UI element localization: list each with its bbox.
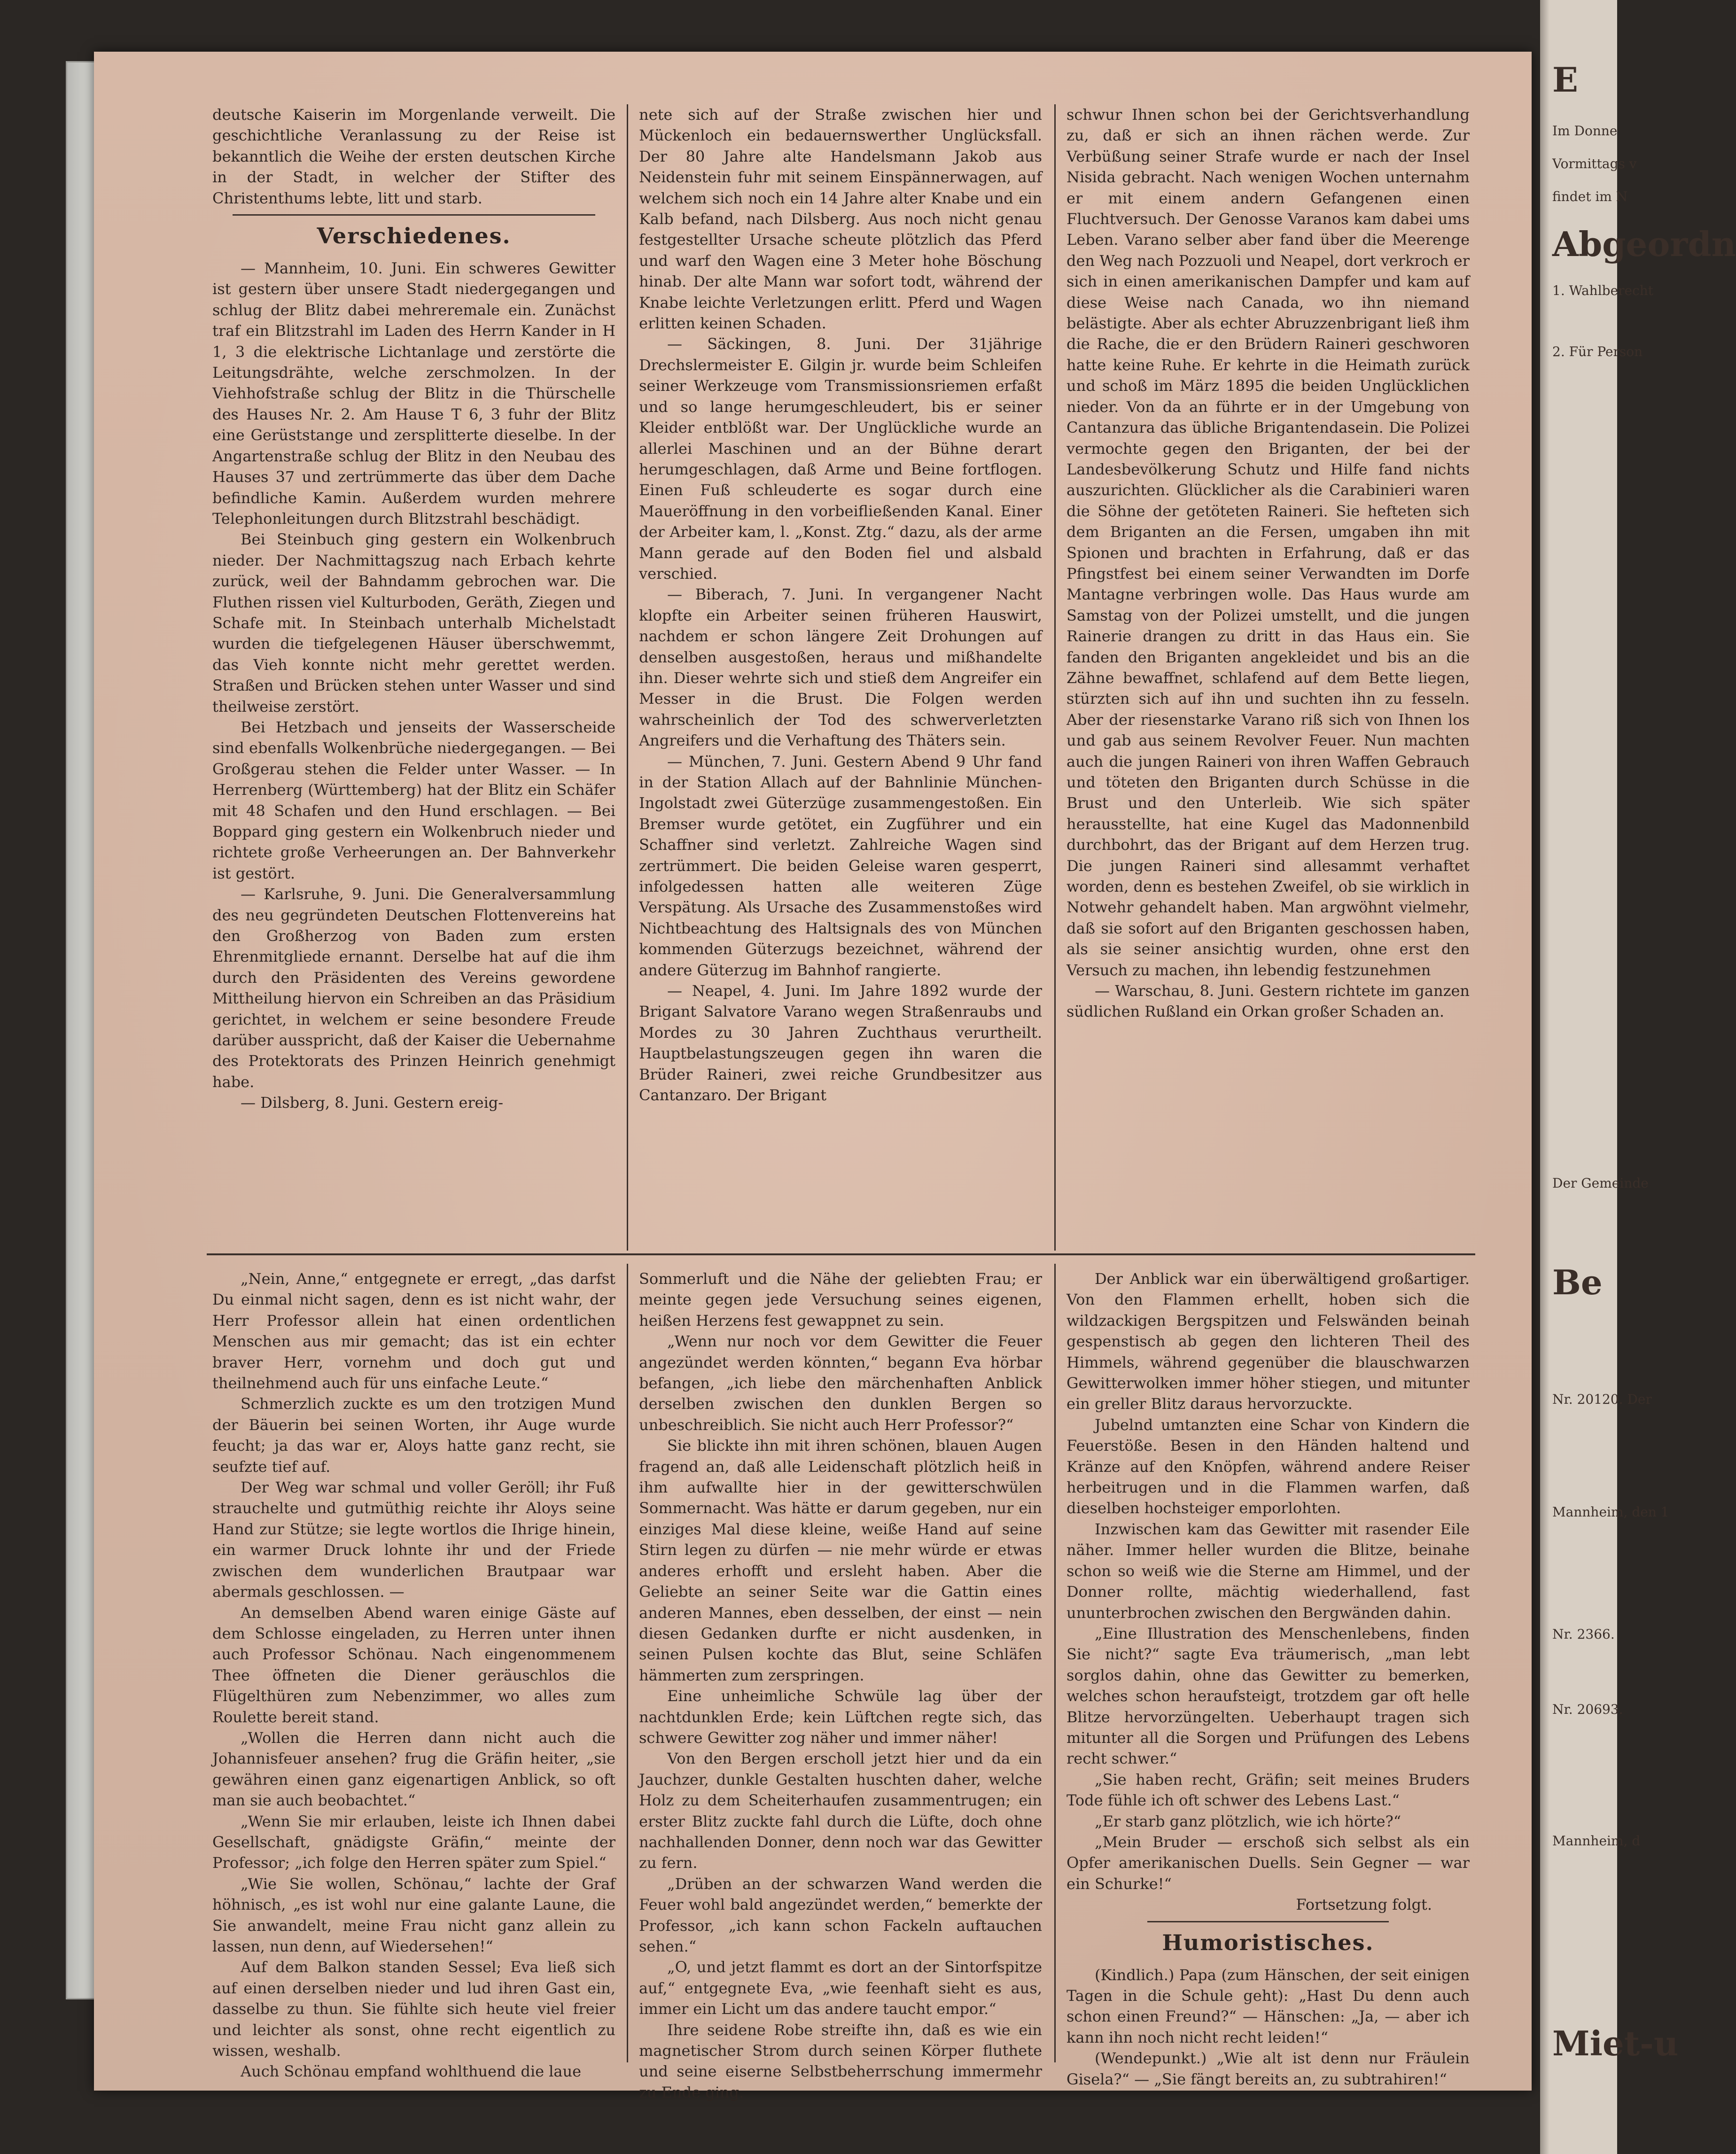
top-column-1	[212, 104, 615, 1113]
text-paragraph: „Eine Illustration des Menschenlebens, finden Sie nicht?“ sagte Eva träumerisch, „man lebt sorglos dahin, ohne das Gewitter zu bemerken, welches schon heraufsteigt, trotzdem gar oft helle Blitze hervorzüngelten. Ueberhaupt tragen sich mitunter all die Sorgen und Prüfungen des Lebens recht schwer.“	[1067, 1624, 1470, 1768]
text-paragraph: — Dilsberg, 8. Juni. Gestern ereig-	[241, 1094, 504, 1112]
text-paragraph: — Karlsruhe, 9. Juni. Die Generalversammlung des neu gegründeten Deutschen Flottenvereins hat den Großherzog von Baden zum ersten Ehrenmitgliede ernannt. Derselbe hat auf die ihm durch den Präsidenten des Vereins gewordene Mittheilung hiervon ein Schreiben an das Präsidium gerichtet, in welchem er seine besondere Freude darüber ausspricht, daß der Kaiser die Uebernahme des Protektorats des Prinzen Heinrich genehmigt habe.	[212, 885, 615, 1091]
text-paragraph: Schmerzlich zuckte es um den trotzigen Mund der Bäuerin bei seinen Worten, ihr Auge wurde feucht; ja das war er, Aloys hatte ganz recht, sie seufzte tief auf.	[212, 1395, 615, 1476]
text-paragraph: „Er starb ganz plötzlich, wie ich hörte?“	[1095, 1812, 1401, 1830]
column-divider-bottom-2	[1054, 1264, 1056, 2062]
text-paragraph: — Warschau, 8. Juni. Gestern richtete im ganzen südlichen Rußland ein Orkan großer Schaden an.	[1067, 982, 1470, 1021]
text-paragraph: „Nein, Anne,“ entgegnete er erregt, „das darfst Du einmal nicht sagen, denn es ist nicht wahr, der Herr Professor allein hat einen ordentlichen Menschen aus mir gemacht; das ist ein echter braver Herr, vornehm und doch gut und theilnehmend auch für uns einfache Leute.“	[212, 1270, 615, 1392]
column-divider-top-2	[1054, 104, 1056, 1251]
text-paragraph: „Sie haben recht, Gräfin; seit meines Bruders Tode fühle ich oft schwer des Lebens Last.“	[1067, 1770, 1470, 1810]
text-paragraph: „Drüben an der schwarzen Wand werden die Feuer wohl bald angezündet werden,“ bemerkte der Professor, „ich kann schon Fackeln auftauchen sehen.“	[639, 1874, 1042, 1955]
adjacent-page-text: findet im N	[1552, 189, 1628, 204]
section-heading: Humoristisches.	[1162, 1929, 1374, 1955]
text-paragraph: (Wendepunkt.) „Wie alt ist denn nur Fräulein Gisela?“ — „Sie fängt bereits an, zu subtrahiren!“	[1067, 2049, 1470, 2088]
section-rule	[233, 214, 595, 216]
text-paragraph: Auch Schönau empfand wohlthuend die laue	[241, 2062, 582, 2081]
adjacent-page-text: Abgeordn	[1552, 224, 1736, 264]
text-paragraph: „Mein Bruder — erschoß sich selbst als ein Opfer amerikanischen Duells. Sein Gegner — war ein Schurke!“	[1067, 1833, 1470, 1893]
text-paragraph: — Biberach, 7. Juni. In vergangener Nacht klopfte ein Arbeiter seinen früheren Hauswirt, nachdem er schon längere Zeit Drohungen auf denselben ausgestoßen, heraus und mißhandelte ihn. Dieser wehrte sich und stieß dem Angreifer ein Messer in die Brust. Die Folgen werden wahrscheinlich der Tod des schwerverletzten Angreifers und die Verhaftung des Thäters sein.	[639, 585, 1042, 750]
text-paragraph: — Säckingen, 8. Juni. Der 31jährige Drechslermeister E. Gilgin jr. wurde beim Schleifen seiner Werkzeuge vom Transmissionsriemen erfaßt und so lange herumgeschleudert, bis er seiner Kleider entblößt war. Der Unglückliche wurde an allerlei Maschinen und an der Bühne derart herumgeschlagen, daß Arme und Beine fortflogen. Einen Fuß schleuderte es sogar durch eine Maueröffnung in den vorbeifließenden Kanal. Einer der Arbeiter kam, l. „Konst. Ztg.“ dazu, als der arme Mann gerade auf den Boden fiel und alsbald verschied.	[639, 335, 1042, 583]
adjacent-page-text: Mannheim, d	[1552, 1833, 1641, 1849]
text-paragraph: Auf dem Balkon standen Sessel; Eva ließ sich auf einen derselben nieder und lud ihren Gast ein, dasselbe zu thun. Sie fühlte sich heute viel freier und leichter als sonst, ohne recht eigentlich zu wissen, weshalb.	[212, 1958, 615, 2060]
bottom-column-2	[639, 1268, 1042, 2103]
top-column-3	[1067, 104, 1470, 1022]
adjacent-page-text: Nr. 20693.	[1552, 1702, 1623, 1717]
newspaper-page	[94, 52, 1532, 2101]
text-paragraph: Bei Steinbuch ging gestern ein Wolkenbruch nieder. Der Nachmittagszug nach Erbach kehrte zurück, weil der Bahndamm gebrochen war. Die Fluthen rissen viel Kulturboden, Geräth, Ziegen und Schafe mit. In Steinbach unterhalb Michelstadt wurden die tiefgelegenen Häuser überschwemmt, das Vieh konnte nicht mehr gerettet werden. Straßen und Brücken stehen unter Wasser und sind theilweise zerstört.	[212, 530, 615, 715]
text-paragraph: „Wollen die Herren dann nicht auch die Johannisfeuer ansehen? frug die Gräfin heiter, „sie gewähren einen ganz eigenartigen Anblick, so oft man sie auch beobachtet.“	[212, 1728, 615, 1810]
text-paragraph: „Wie Sie wollen, Schönau,“ lachte der Graf höhnisch, „es ist wohl nur eine galante Laune, die Sie anwandelt, meine Frau nicht ganz allein zu lassen, nun denn, auf Wiedersehen!“	[212, 1874, 615, 1955]
adjacent-page-text: Mannheim, den 1	[1552, 1504, 1669, 1520]
adjacent-page-text: Der Gemeinde	[1552, 1175, 1649, 1191]
adjacent-page-text: Nr. 20120. Der	[1552, 1392, 1652, 1407]
adjacent-page-text: Im Donne	[1552, 123, 1618, 139]
feuilleton-divider	[207, 1253, 1475, 1255]
text-paragraph: — Mannheim, 10. Juni. Ein schweres Gewitter ist gestern über unsere Stadt niedergegangen und schlug der Blitz dabei mehreremale ein. Zunächst traf ein Blitzstrahl im Laden des Herrn Kander in H 1, 3 die elektrische Lichtanlage und zerstörte die Leitungsdrähte, welche zerschmolzen. In der Viehhofstraße schlug der Blitz in die Thürschelle des Hauses Nr. 2. Am Hause T 6, 3 fuhr der Blitz eine Gerüststange und zersplitterte dieselbe. In der Angartenstraße schlug der Blitz in den Neubau des Hauses 37 und zertrümmerte das über dem Dache befindliche Kamin. Außerdem wurden mehrere Telephonleitungen durch Blitzstrahl beschädigt.	[212, 259, 615, 528]
text-paragraph: — München, 7. Juni. Gestern Abend 9 Uhr fand in der Station Allach auf der Bahnlinie München-Ingolstadt zwei Güterzüge zusammengestoßen. Ein Bremser wurde getötet, ein Zugführer und ein Schaffner sind verletzt. Zahlreiche Wagen sind zertrümmert. Die beiden Geleise waren gesperrt, infolgedessen hatten alle weiteren Züge Verspätung. Als Ursache des Zusammenstoßes wird Nichtbeachtung des Haltsignals des von München kommenden Güterzugs bezeichnet, während der andere Güterzug im Bahnhof rangierte.	[639, 752, 1042, 979]
text-paragraph: deutsche Kaiserin im Morgenlande verweilt. Die geschichtliche Veranlassung zu der Reise ist bekanntlich die Weihe der ersten deutschen Kirche in der Stadt, in welcher der Stifter des Christenthums lebte, litt und starb.	[212, 106, 615, 207]
text-paragraph: „Wenn Sie mir erlauben, leiste ich Ihnen dabei Gesellschaft, gnädigste Gräfin,“ meinte der Professor; „ich folge den Herren später zum Spiel.“	[212, 1812, 615, 1872]
text-paragraph: Sie blickte ihn mit ihren schönen, blauen Augen fragend an, daß alle Leidenschaft plötzlich heiß in ihm aufwallte hier in der gewitterschwülen Sommernacht. Was hätte er darum gegeben, nur ein einziges Mal diese kleine, weiße Hand auf seine Stirn legen zu dürfen — nie mehr würde er etwas anderes erhofft und ersleht haben. Aber die Geliebte an seiner Seite war die Gattin eines anderen Mannes, eben desselben, der einst — nein diesen Gedanken durfte er nicht ausdenken, in seinen Pulsen kochte das Blut, seine Schläfen hämmerten zum zerspringen.	[639, 1437, 1042, 1684]
text-paragraph: — Neapel, 4. Juni. Im Jahre 1892 wurde der Brigant Salvatore Varano wegen Straßenraubs und Mordes zu 30 Jahren Zuchthaus verurtheilt. Hauptbelastungszeugen gegen ihn waren die Brüder Raineri, zwei reiche Grundbesitzer aus Cantanzaro. Der Brigant	[639, 982, 1042, 1104]
bottom-column-1	[212, 1268, 615, 2082]
adjacent-page-text: 1. Wahlberecht	[1552, 283, 1654, 298]
text-paragraph: Von den Bergen erscholl jetzt hier und da ein Jauchzer, dunkle Gestalten huschten daher, welche Holz zu dem Scheiterhaufen zusammentrugen; ein erster Blitz zuckte fahl durch die Lüfte, doch ohne nachhallenden Donner, denn noch war das Gewitter zu fern.	[639, 1750, 1042, 1872]
text-paragraph: (Kindlich.) Papa (zum Hänschen, der seit einigen Tagen in die Schule geht): „Hast Du denn auch schon einen Freund?“ — Hänschen: „Ja, — aber ich kann ihn noch nicht recht leiden!“	[1067, 1966, 1470, 2046]
text-paragraph: Der Weg war schmal und voller Geröll; ihr Fuß strauchelte und gutmüthig reichte ihr Aloys seine Hand zur Stütze; sie legte wortlos die Ihrige hinein, ein warmer Druck lohnte ihr und der Friede zwischen dem wunderlichen Brautpaar war abermals geschlossen. —	[212, 1478, 615, 1601]
bottom-column-3	[1067, 1268, 1470, 2090]
text-paragraph: Jubelnd umtanzten eine Schar von Kindern die Feuerstöße. Besen in den Händen haltend und Kränze auf den Knöpfen, während andere Reiser herbeitrugen und in die Flammen warfen, daß dieselben hochsteiger emporlohten.	[1067, 1415, 1470, 1517]
text-paragraph: Ihre seidene Robe streifte ihn, daß es wie ein magnetischer Strom durch seinen Körper fluthete und seine eiserne Selbstbeherrschung immermehr zu Ende ging.	[639, 2021, 1042, 2101]
column-divider-bottom-1	[627, 1264, 628, 2062]
adjacent-page-text: 2. Für Person	[1552, 344, 1643, 359]
text-paragraph: Inzwischen kam das Gewitter mit rasender Eile näher. Immer heller wurden die Blitze, beinahe schon so weiß wie die Sterne am Himmel, und der Donner rollte, mächtig wiederhallend, fast ununterbrochen zwischen den Bergwänden dahin.	[1067, 1520, 1470, 1622]
top-column-2	[639, 104, 1042, 1106]
section-heading: Verschiedenes.	[317, 223, 511, 249]
text-paragraph: Eine unheimliche Schwüle lag über der nachtdunklen Erde; kein Lüftchen regte sich, das schwere Gewitter zog näher und immer näher!	[639, 1687, 1042, 1747]
text-paragraph: nete sich auf der Straße zwischen hier und Mückenloch ein bedauernswerther Unglücksfall. Der 80 Jahre alte Handelsmann Jakob aus Neidenstein fuhr mit seinem Einspännerwagen, auf welchem sich noch ein 14 Jahre alter Knabe und ein Kalb befand, nach Dilsberg. Aus noch nicht genau festgestellter Ursache scheute plötzlich das Pferd und warf den Wagen eine 3 Meter hohe Böschung hinab. Der alte Mann war sofort todt, während der Knabe leichte Verletzungen erlitt. Pferd und Wagen erlitten keinen Schaden.	[639, 106, 1042, 333]
text-paragraph: Der Anblick war ein überwältigend großartiger. Von den Flammen erhellt, hoben sich die wildzackigen Bergspitzen und Felswänden beinah gespenstisch ab gegen den lichteren Theil des Himmels, während gegenüber die blauschwarzen Gewitterwolken immer höher stiegen, und mitunter ein greller Blitz daraus hervorzuckte.	[1067, 1270, 1470, 1413]
text-paragraph: „O, und jetzt flammt es dort an der Sintorfspitze auf,“ entgegnete Eva, „wie feenhaft sieht es aus, immer ein Licht um das andere taucht empor.“	[639, 1958, 1042, 2018]
column-divider-top-1	[627, 104, 628, 1251]
text-paragraph: An demselben Abend waren einige Gäste auf dem Schlosse eingeladen, zu Herren unter ihnen auch Professor Schönau. Nach eingenommenem Thee öffneten die Diener geräuschlos die Flügelthüren zum Nebenzimmer, wo alles zum Roulette bereit stand.	[212, 1603, 615, 1726]
text-paragraph: schwur Ihnen schon bei der Gerichtsverhandlung zu, daß er sich an ihnen rächen werde. Zur Verbüßung seiner Strafe wurde er nach der Insel Nisida gebracht. Nach wenigen Wochen unternahm er mit einem andern Gefangenen einen Fluchtversuch. Der Genosse Varanos kam dabei ums Leben. Varano selber aber fand über die Meerenge den Weg nach Pozzuoli und Neapel, dort verkroch er sich in einen amerikanischen Dampfer und kam auf diese Weise nach Canada, wo ihn niemand belästigte. Aber als echter Abruzzenbrigant ließ ihm die Rache, die er den Brüdern Raineri geschworen hatte keine Ruhe. Er kehrte in die Heimath zurück und schoß im März 1895 die beiden Unglücklichen nieder. Von da an führte er in der Umgebung von Cantanzura das übliche Brigantendasein. Die Polizei vermochte gegen den Briganten, der bei der Landesbevölkerung Schutz und Hilfe fand nichts auszurichten. Glücklicher als die Carabinieri waren die Söhne der getöteten Raineri. Sie hefteten sich dem Briganten an die Fersen, umgaben ihn mit Spionen und brachten in Erfahrung, daß er das Pfingstfest bei einem seiner Verwandten im Dorfe Mantagne verbringen wolle. Das Haus wurde am Samstag von der Polizei umstellt, und die jungen Rainerie drangen zu dritt in das Haus ein. Sie fanden den Briganten angekleidet und bis an die Zähne bewaffnet, schlafend auf dem Bette liegen, stürzten sich auf ihn und suchten ihn zu fesseln. Aber der riesenstarke Varano riß sich von Ihnen los und gab aus seinem Revolver Feuer. Nun machten auch die jungen Raineri von ihren Waffen Gebrauch und töteten den Briganten durch Schüsse in die Brust und den Unterleib. Wie sich später herausstellte, hat eine Kugel das Madonnenbild durchbohrt, das der Brigant auf dem Herzen trug. Die jungen Raineri sind allesammt verhaftet worden, denn es bestehen Zweifel, ob sie wirklich in Notwehr gehandelt haben. Man argwöhnt vielmehr, daß sie sofort auf den Briganten geschossen haben, als sie seiner ansichtig wurden, ohne erst den Versuch zu machen, ihn lebendig festzunehmen	[1067, 106, 1470, 979]
text-paragraph: Bei Hetzbach und jenseits der Wasserscheide sind ebenfalls Wolkenbrüche niedergegangen. — Bei Großgerau stehen die Felder unter Wasser. — In Herrenberg (Württemberg) hat der Blitz ein Schäfer mit 48 Schafen und den Hund erschlagen. — Bei Boppard ging gestern ein Wolkenbruch nieder und richtete große Verheerungen an. Der Bahnverkehr ist gestört.	[212, 718, 615, 882]
adjacent-page-text: Miet-u	[1552, 2023, 1679, 2063]
section-rule	[1147, 1921, 1389, 1922]
continuation-note: Fortsetzung folgt.	[1296, 1896, 1432, 1914]
adjacent-page-text: E	[1552, 60, 1578, 100]
text-paragraph: Sommerluft und die Nähe der geliebten Frau; er meinte gegen jede Versuchung seines eigenen, heißen Herzens fest gewappnet zu sein.	[639, 1270, 1042, 1330]
text-paragraph: „Wenn nur noch vor dem Gewitter die Feuer angezündet werden könnten,“ begann Eva hörbar befangen, „ich liebe den märchenhaften Anblick derselben zwischen den dunklen Bergen so unbeschreiblich. Sie nicht auch Herr Professor?“	[639, 1332, 1042, 1434]
adjacent-page-fragment	[1540, 0, 1736, 2154]
adjacent-page-text: Be	[1552, 1262, 1603, 1302]
adjacent-page-text: Vormittags v	[1552, 156, 1637, 171]
adjacent-page-text: Nr. 2366.	[1552, 1626, 1615, 1642]
